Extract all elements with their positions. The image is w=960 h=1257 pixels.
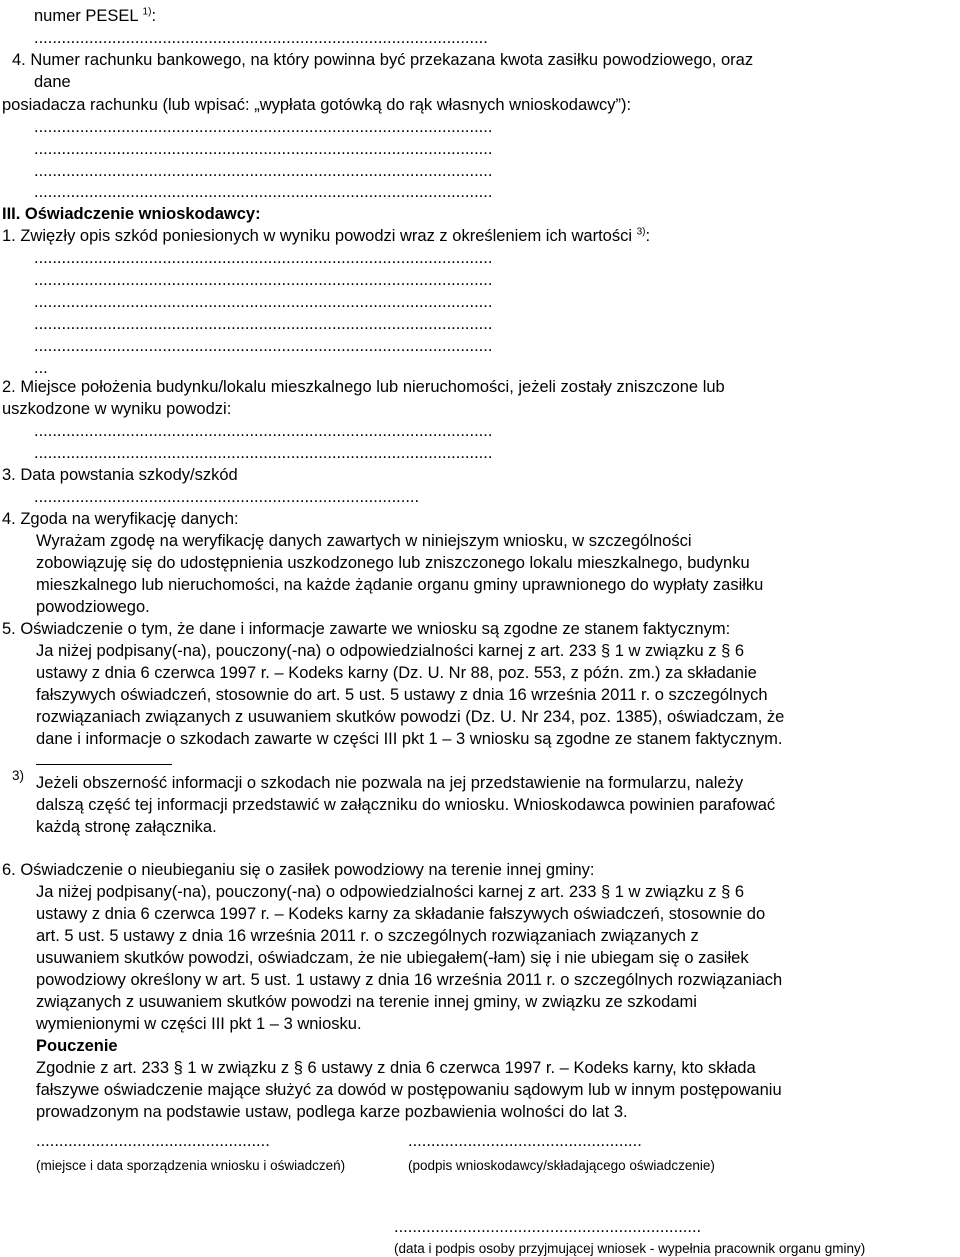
account-dots-4: .................................................................................................... — [34, 183, 493, 201]
item5-body-5: dane i informacje o szkodach zawarte w części III pkt 1 – 3 wniosku są zgodne ze stanem faktycznym. — [36, 730, 783, 748]
item4-title: 4. Zgoda na weryfikację danych: — [2, 510, 239, 528]
item2-title-line2: uszkodzone w wyniku powodzi: — [2, 400, 232, 418]
item5-body-1: Ja niżej podpisany(-na), pouczony(-na) o odpowiedzialności karnej z art. 233 § 1 w związku z § 6 — [36, 642, 745, 660]
footnote-line-3: każdą stronę załącznika. — [36, 818, 217, 836]
footnote-line-1: Jeżeli obszerność informacji o szkodach nie pozwala na jej przedstawienie na formularzu, należy — [36, 774, 744, 792]
account-heading-line3: posiadacza rachunku (lub wpisać: „wypłata gotówką do rąk własnych wnioskodawcy”): — [2, 96, 632, 114]
pesel-footnote-ref: 1) — [142, 6, 152, 18]
account-dots-2: .................................................................................................... — [34, 140, 493, 158]
item6-body-2: ustawy z dnia 6 czerwca 1997 r. – Kodeks karny za składanie fałszywych oświadczeń, stosownie do — [36, 905, 766, 923]
footnote-line-2: dalszą część tej informacji przedstawić w załączniku do wniosku. Wnioskodawca powinien parafować — [36, 796, 776, 814]
applicant-signature-dots: ................................................... — [408, 1132, 642, 1150]
account-dots-3: .................................................................................................... — [34, 162, 493, 180]
pesel-label-text: numer PESEL — [34, 7, 138, 25]
item1-dots-1: .................................................................................................... — [34, 249, 493, 267]
account-heading-line2: dane — [34, 73, 71, 91]
item2-dots-1: .................................................................................................... — [34, 422, 493, 440]
pesel-colon: : — [151, 7, 157, 25]
pesel-label — [34, 6, 156, 26]
pouczenie-title: Pouczenie — [36, 1037, 118, 1055]
place-date-caption: (miejsce i data sporządzenia wniosku i oświadczeń) — [36, 1158, 346, 1173]
item4-body-2: zobowiązuję się do udostępnienia uszkodzonego lub zniszczonego lokalu mieszkalnego, budynku — [36, 554, 750, 572]
section-iii-title: III. Oświadczenie wnioskodawcy: — [2, 205, 261, 223]
account-heading-line1: 4. Numer rachunku bankowego, na który powinna być przekazana kwota zasiłku powodziowego, oraz — [12, 51, 754, 69]
item5-body-3: fałszywych oświadczeń, stosownie do art. 5 ust. 5 ustawy z dnia 16 września 2011 r. o szczególnych — [36, 686, 768, 704]
item6-body-4: usuwaniem skutków powodzi, oświadczam, że nie ubiegałem(-łam) się i nie ubiegam się o zasiłek — [36, 949, 749, 967]
item1-colon: : — [645, 227, 651, 245]
item4-body-4: powodziowego. — [36, 598, 150, 616]
item1-dots-2: .................................................................................................... — [34, 271, 493, 289]
item6-body-7: wymienionymi w części III pkt 1 – 3 wniosku. — [36, 1015, 362, 1033]
footnote-separator — [36, 764, 172, 765]
account-dots-1: .................................................................................................... — [34, 118, 493, 136]
pouczenie-body-3: prowadzonym na podstawie ustaw, podlega karze pozbawienia wolności do lat 3. — [36, 1103, 628, 1121]
pouczenie-body-1: Zgodnie z art. 233 § 1 w związku z § 6 ustawy z dnia 6 czerwca 1997 r. – Kodeks karny, kto składa — [36, 1059, 756, 1077]
item1-dots-3: .................................................................................................... — [34, 293, 493, 311]
item5-title: 5. Oświadczenie o tym, że dane i informacje zawarte we wniosku są zgodne ze stanem faktycznym: — [2, 620, 731, 638]
official-signature-dots: ................................................................... — [394, 1218, 702, 1236]
item6-title: 6. Oświadczenie o nieubieganiu się o zasiłek powodziowy na terenie innej gminy: — [2, 861, 595, 879]
pouczenie-body-2: fałszywe oświadczenie mające służyć za dowód w postępowaniu sądowym lub w innym postępowaniu — [36, 1081, 782, 1099]
item5-body-4: rozwiązaniach związanych z usuwaniem skutków powodzi (Dz. U. Nr 234, poz. 1385), oświadczam, że — [36, 708, 785, 726]
item1-title — [2, 226, 650, 246]
item2-title-line1: 2. Miejsce położenia budynku/lokalu mieszkalnego lub nieruchomości, jeżeli zostały zniszczone lub — [2, 378, 725, 396]
item1-dots-5: .................................................................................................... — [34, 337, 493, 355]
item3-title: 3. Data powstania szkody/szkód — [2, 466, 238, 484]
item6-body-6: związanych z usuwaniem skutków powodzi na terenie innej gminy, w związku ze szkodami — [36, 993, 697, 1011]
pesel-dots: ................................................................................................... — [34, 29, 488, 47]
item1-dots-6: ... — [34, 359, 48, 377]
item5-body-2: ustawy z dnia 6 czerwca 1997 r. – Kodeks karny (Dz. U. Nr 88, poz. 553, z późn. zm.) za składanie — [36, 664, 757, 682]
item1-footnote-ref: 3) — [636, 226, 646, 238]
item3-dots: .................................................................................... — [34, 488, 420, 506]
item6-body-3: art. 5 ust. 5 ustawy z dnia 16 września 2011 r. o szczególnych rozwiązaniach związanych z — [36, 927, 699, 945]
item4-body-3: mieszkalnego lub nieruchomości, na każde żądanie organu gminy uprawnionego do wypłaty zasiłku — [36, 576, 764, 594]
item4-body-1: Wyrażam zgodę na weryfikację danych zawartych w niniejszym wniosku, w szczególności — [36, 532, 692, 550]
item2-dots-2: .................................................................................................... — [34, 444, 493, 462]
footnote-marker: 3) — [12, 768, 25, 783]
official-signature-caption: (data i podpis osoby przyjmującej wniosek - wypełnia pracownik organu gminy) — [394, 1241, 866, 1256]
place-date-dots: ................................................... — [36, 1132, 270, 1150]
applicant-signature-caption: (podpis wnioskodawcy/składającego oświadczenie) — [408, 1158, 715, 1173]
item6-body-5: powodziowy określony w art. 5 ust. 1 ustawy z dnia 16 września 2011 r. o szczególnych rozwiązaniach — [36, 971, 783, 989]
item6-body-1: Ja niżej podpisany(-na), pouczony(-na) o odpowiedzialności karnej z art. 233 § 1 w związku z § 6 — [36, 883, 745, 901]
item1-title-text: 1. Zwięzły opis szkód poniesionych w wyniku powodzi wraz z określeniem ich wartości — [2, 227, 632, 245]
item1-dots-4: .................................................................................................... — [34, 315, 493, 333]
